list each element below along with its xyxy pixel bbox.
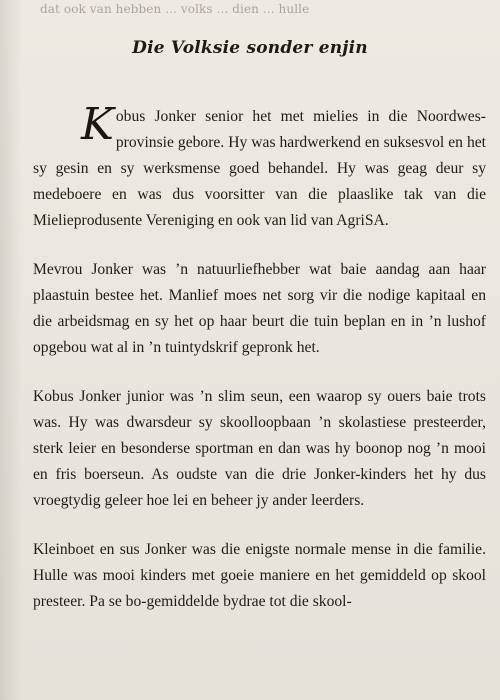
bleed-through-text: dat ook van hebben ... volks ... dien ... hulle bbox=[40, 2, 310, 16]
paragraph-4: Kleinboet en sus Jonker was die enigste normale mense in die familie. Hulle was mooi kinders met goeie maniere en het gemiddeld op skool presteer. Pa se bo-gemiddelde bydrae tot die skool- bbox=[33, 541, 486, 610]
chapter-title: Die Volksie sonder enjin bbox=[132, 38, 368, 58]
paragraph-3: Kobus Jonker junior was ’n slim seun, een waarop sy ouers baie trots was. Hy was dwarsdeur sy skoolloopbaan ’n skolastiese presteerder, sterk leier en besonderse sportman en dan was hy boonop nog ’n mooi en fris boerseun. As oudste van die drie Jonker-kinders het hy dus vroegtydig geleer hoe lei en beheer jy ander leerders. bbox=[33, 388, 486, 509]
drop-cap: K bbox=[81, 99, 114, 150]
paragraph-1-text: obus Jonker senior het met mielies in die Noordwes-provinsie gebore. Hy was hardwerkend en suksesvol en het sy gesin en sy werksmense goed behandel. Hy was geag deur sy medeboere en was dus voorsitter van die plaaslike tak van die Mielieprodusente Vereniging en ook van lid van AgriSA. bbox=[33, 108, 486, 229]
paragraph-1 bbox=[33, 99, 486, 234]
body-text bbox=[33, 99, 486, 638]
paragraph-2: Mevrou Jonker was ’n natuurliefhebber wat baie aandag aan haar plaastuin bestee het. Manlief moes net sorg vir die nodige kapitaal en die arbeidsmag en sy het op haar beurt die tuin beplan en in ’n lushof opgebou wat al in ’n tuintydskrif gepronk het. bbox=[33, 261, 486, 356]
